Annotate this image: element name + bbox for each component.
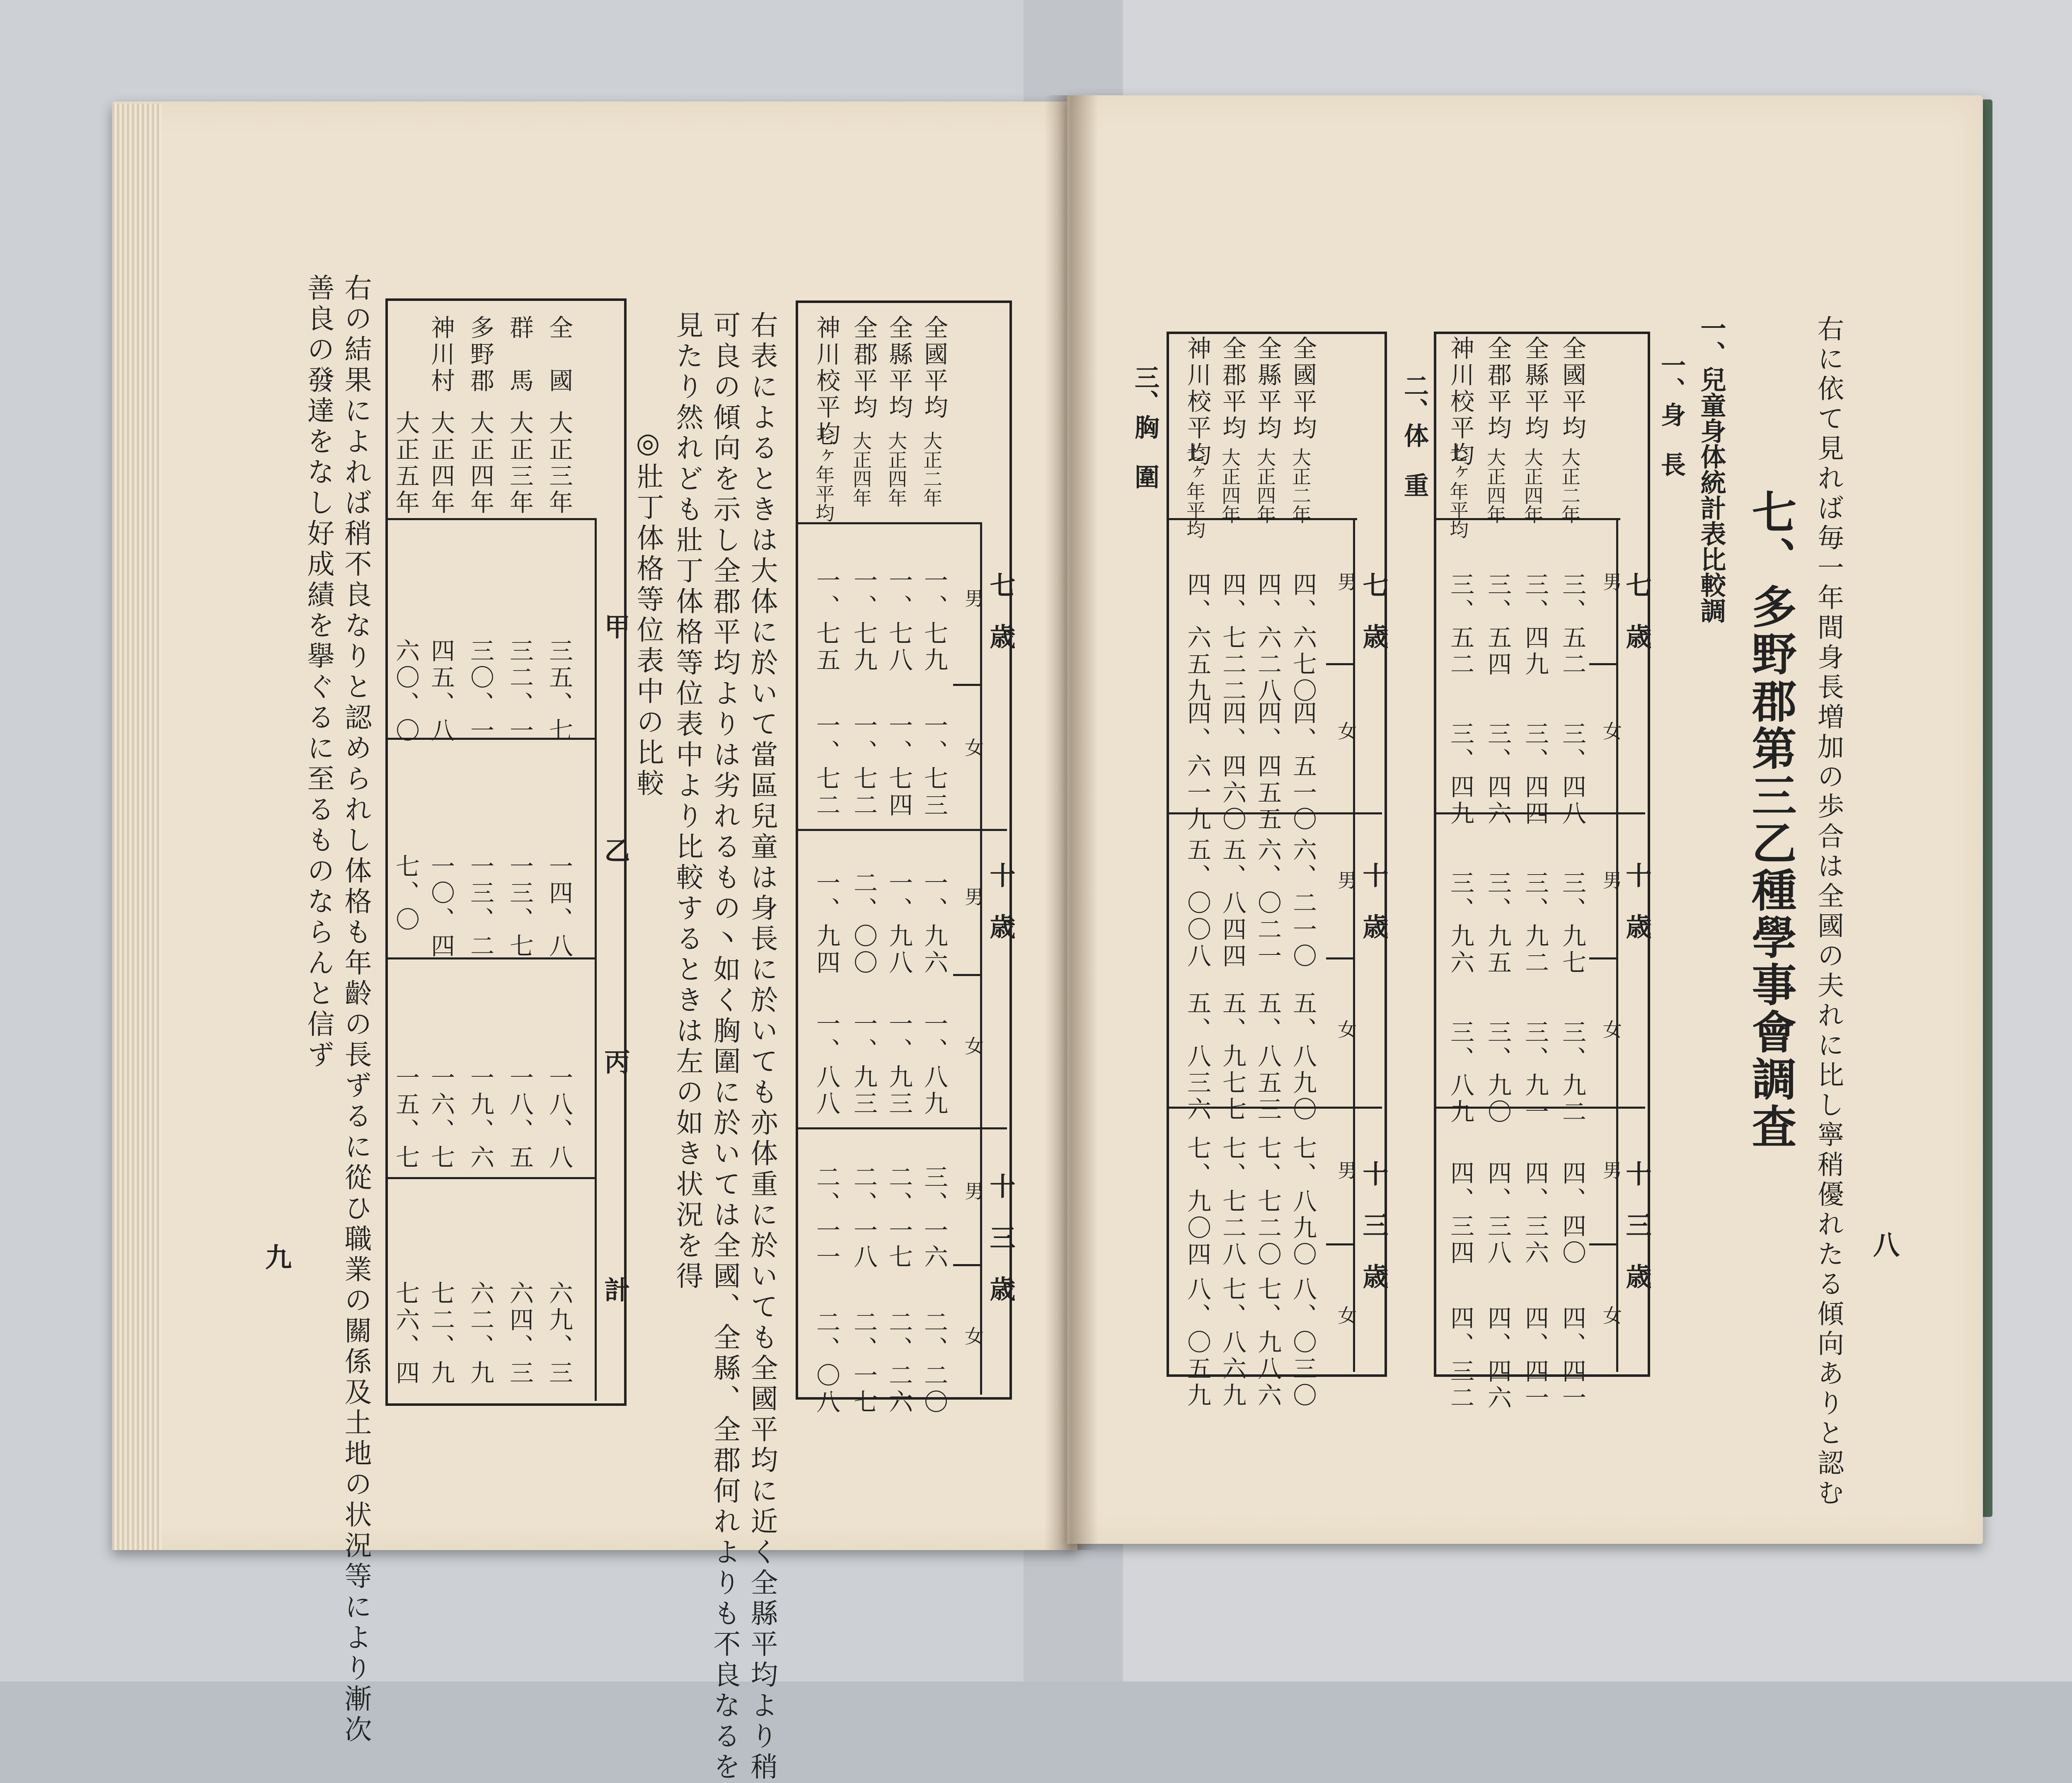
grade-row-note: 大正四年 bbox=[466, 410, 494, 516]
sex-female: 女 bbox=[1335, 721, 1357, 740]
grade-row-note: 大正五年 bbox=[392, 410, 420, 516]
chest-value: 一、七九 bbox=[920, 568, 948, 674]
grade-value: 七二、九 bbox=[427, 1281, 455, 1387]
row-note: 大正二年 bbox=[1289, 448, 1312, 524]
table-rule bbox=[953, 1264, 982, 1266]
row-label: 全國平均 bbox=[920, 315, 948, 421]
height-value: 三、九二 bbox=[1558, 1020, 1586, 1126]
table-rule bbox=[1326, 1243, 1355, 1245]
grade-value: 三〇、一 bbox=[466, 638, 494, 744]
row-note: 大正四年 bbox=[1484, 448, 1506, 524]
chest-value: 二、一七 bbox=[850, 1310, 878, 1416]
sex-male: 男 bbox=[1600, 572, 1622, 591]
height-value: 三、九一 bbox=[1521, 1020, 1549, 1126]
weight-value: 四、七二二 bbox=[1218, 572, 1247, 705]
weight-value: 七、九〇四 bbox=[1183, 1136, 1211, 1268]
row-label: 全縣平均 bbox=[1521, 336, 1549, 442]
height-value: 三、九〇 bbox=[1484, 1020, 1512, 1126]
chest-value: 一、九三 bbox=[885, 1011, 913, 1117]
sex-male: 男 bbox=[962, 589, 984, 608]
subsection-body-stats: 一、兒童身体統計表比較調 bbox=[1696, 315, 1726, 623]
grade-value: 一六、七 bbox=[427, 1065, 455, 1171]
height-value: 三、九六 bbox=[1446, 870, 1474, 976]
height-value: 四、四六 bbox=[1484, 1306, 1512, 1412]
chest-value: 一、七二 bbox=[812, 713, 840, 819]
chest-value: 一、八九 bbox=[920, 1011, 948, 1117]
chest-value: 三、一六 bbox=[920, 1165, 948, 1271]
grade-value: 一四、八 bbox=[545, 854, 573, 960]
sex-male: 男 bbox=[962, 1181, 984, 1200]
sex-male: 男 bbox=[1600, 1160, 1622, 1180]
weight-value: 七、九八六 bbox=[1254, 1277, 1282, 1409]
paragraph-line: 右の結果によれば稍不良なりと認められし体格も年齡の長ずるに從ひ職業の關係及土地の状況等により漸次 bbox=[340, 274, 372, 1746]
sex-female: 女 bbox=[1335, 1020, 1357, 1039]
grade-value: 六九、三 bbox=[545, 1281, 573, 1387]
book-spine bbox=[1044, 95, 1098, 1550]
grade-row-note: 大正三年 bbox=[545, 410, 573, 516]
grade-value: 一三、二 bbox=[466, 854, 494, 960]
table-rule bbox=[1589, 1243, 1618, 1245]
weight-value: 八、〇三〇 bbox=[1289, 1277, 1317, 1409]
height-value: 四、三六 bbox=[1521, 1160, 1549, 1267]
row-note: 大正二年 bbox=[920, 431, 943, 507]
grade-header-kou: 甲 bbox=[600, 613, 630, 639]
weight-value: 五、〇〇八 bbox=[1183, 837, 1211, 970]
height-value: 三、九五 bbox=[1484, 870, 1512, 976]
grade-value: 一五、七 bbox=[392, 1065, 420, 1171]
grade-value: 一九、六 bbox=[466, 1065, 494, 1171]
table-rule bbox=[1326, 957, 1355, 959]
grade-value: 一〇、四 bbox=[427, 854, 455, 960]
grade-header-otsu: 乙 bbox=[600, 837, 630, 863]
chest-value: 一、八八 bbox=[812, 1011, 840, 1117]
grade-value: 七、〇 bbox=[392, 854, 420, 933]
weight-value: 五、八五三 bbox=[1254, 991, 1282, 1123]
weight-value: 四、五一〇 bbox=[1289, 700, 1317, 833]
age-header-10: 十 歳 bbox=[1622, 862, 1652, 939]
table-rule bbox=[385, 518, 597, 520]
grade-value: 一八、五 bbox=[506, 1065, 534, 1171]
table-rule bbox=[1589, 957, 1618, 959]
height-value: 三、四八 bbox=[1558, 721, 1586, 827]
row-note: 大正四年 bbox=[850, 431, 872, 507]
height-value: 三、四六 bbox=[1484, 721, 1512, 827]
grade-value: 三五、七 bbox=[545, 638, 573, 744]
weight-value: 四、六一九 bbox=[1183, 700, 1211, 833]
page-number-left: 九 bbox=[261, 1243, 292, 1270]
grade-header-total: 計 bbox=[600, 1277, 630, 1302]
sex-male: 男 bbox=[1335, 572, 1357, 591]
grade-row-note: 大正三年 bbox=[506, 410, 534, 516]
height-value: 三、五二 bbox=[1446, 572, 1474, 678]
sex-female: 女 bbox=[962, 738, 984, 757]
height-value: 四、三八 bbox=[1484, 1160, 1512, 1267]
sex-male: 男 bbox=[1600, 870, 1622, 889]
grade-value: 六四、三 bbox=[506, 1281, 534, 1387]
height-value: 四、三四 bbox=[1446, 1160, 1474, 1267]
age-header-13: 十 三 歳 bbox=[985, 1173, 1016, 1301]
paragraph-line: 右表によるときは大体に於いて當區兒童は身長に於いても亦体重に於いても全國平均に近く全縣平均より稍 bbox=[746, 311, 778, 1783]
page-number-right: 八 bbox=[1869, 1231, 1900, 1257]
age-header-10: 十 歳 bbox=[985, 862, 1016, 939]
weight-value: 五、八九〇 bbox=[1289, 991, 1317, 1123]
weight-value: 四、六五九 bbox=[1183, 572, 1211, 705]
right-intro-text: 右に依て見れば毎一年間身長増加の歩合は全國の夫れに比し寧稍優れたる傾向ありと認む bbox=[1813, 315, 1844, 1509]
table-rule bbox=[953, 974, 982, 976]
age-header-7: 七 歳 bbox=[985, 572, 1016, 649]
chest-value: 一、七四 bbox=[885, 713, 913, 819]
row-label: 神川校平均 bbox=[1183, 336, 1211, 468]
height-value: 三、八九 bbox=[1446, 1020, 1474, 1126]
chest-value: 一、七九 bbox=[850, 568, 878, 674]
grade-row-label: 群 馬 bbox=[506, 315, 534, 395]
table-rule bbox=[385, 1177, 597, 1179]
chest-value: 一、七五 bbox=[812, 568, 840, 674]
subheading-grade-comparison: ◎壯丁体格等位表中の比較 bbox=[632, 427, 664, 799]
page-block-edge bbox=[112, 104, 162, 1550]
row-label: 神川校平均 bbox=[812, 315, 840, 448]
chest-value: 一、七二 bbox=[850, 713, 878, 819]
table-rule bbox=[595, 518, 597, 1401]
sex-female: 女 bbox=[1600, 1306, 1622, 1325]
chest-value: 二、二六 bbox=[885, 1310, 913, 1416]
weight-value: 七、八九〇 bbox=[1289, 1136, 1317, 1268]
table-rule bbox=[953, 684, 982, 686]
chest-value: 一、九三 bbox=[850, 1011, 878, 1117]
height-value: 四、四一 bbox=[1558, 1306, 1586, 1412]
weight-value: 五、八四四 bbox=[1218, 837, 1247, 970]
height-value: 三、四九 bbox=[1446, 721, 1474, 827]
grade-row-label: 多野郡 bbox=[466, 315, 494, 395]
chest-value: 一、七八 bbox=[885, 568, 913, 674]
table-rule bbox=[1589, 663, 1618, 665]
height-value: 四、三二 bbox=[1446, 1306, 1474, 1412]
sex-female: 女 bbox=[1335, 1306, 1357, 1325]
height-value: 三、九七 bbox=[1558, 870, 1586, 976]
paragraph-line: 可良の傾向を示し全郡平均よりは劣れるもの丶如く胸圍に於いては全國、全縣、全郡何れよりも不良なるを bbox=[709, 311, 741, 1783]
weight-value: 六、二一〇 bbox=[1289, 837, 1317, 970]
height-value: 三、五二 bbox=[1558, 572, 1586, 678]
section-title: 七、多野郡第三乙種學事會調査 bbox=[1744, 489, 1796, 1151]
row-note: 大正四年 bbox=[1521, 448, 1544, 524]
weight-value: 四、六二八 bbox=[1254, 572, 1282, 705]
chest-value: 二、〇八 bbox=[812, 1310, 840, 1416]
height-value: 三、四四 bbox=[1521, 721, 1549, 827]
row-note: 大正四年 bbox=[1254, 448, 1276, 524]
sex-female: 女 bbox=[1600, 721, 1622, 740]
row-label: 神川校平均 bbox=[1446, 336, 1474, 468]
sex-female: 女 bbox=[1600, 1020, 1622, 1039]
height-value: 三、九二 bbox=[1521, 870, 1549, 976]
weight-value: 八、〇五九 bbox=[1183, 1277, 1211, 1409]
grade-header-hei: 丙 bbox=[600, 1049, 630, 1074]
grade-value: 三二、一 bbox=[506, 638, 534, 744]
chest-value: 二、〇〇 bbox=[850, 870, 878, 976]
chest-value: 二、二〇 bbox=[920, 1310, 948, 1416]
heading-chest: 三、胸 圍 bbox=[1130, 365, 1159, 489]
weight-value: 四、四五五 bbox=[1254, 700, 1282, 833]
grade-row-label: 全 國 bbox=[545, 315, 573, 395]
row-label: 全郡平均 bbox=[1218, 336, 1247, 442]
chest-value: 一、七三 bbox=[920, 713, 948, 819]
row-note: 七ヶ年平均 bbox=[1447, 443, 1469, 539]
weight-value: 七、七二〇 bbox=[1254, 1136, 1282, 1268]
table-rule bbox=[796, 1127, 1007, 1129]
row-note: 大正四年 bbox=[885, 431, 908, 507]
grade-value: 七六、四 bbox=[392, 1281, 420, 1387]
table-rule bbox=[1326, 663, 1355, 665]
heading-weight: 二、体 重 bbox=[1400, 373, 1429, 497]
row-label: 全郡平均 bbox=[1484, 336, 1512, 442]
grade-value: 一三、七 bbox=[506, 854, 534, 960]
row-label: 全國平均 bbox=[1289, 336, 1317, 442]
age-header-7: 七 歳 bbox=[1358, 572, 1389, 649]
age-header-10: 十 歳 bbox=[1358, 862, 1389, 939]
chest-value: 一、九八 bbox=[885, 870, 913, 976]
weight-value: 七、八六九 bbox=[1218, 1277, 1247, 1409]
sex-female: 女 bbox=[962, 1326, 984, 1345]
grade-value: 一八、八 bbox=[545, 1065, 573, 1171]
grade-row-note: 大正四年 bbox=[427, 410, 455, 516]
height-value: 四、四〇 bbox=[1558, 1160, 1586, 1267]
table-rule bbox=[796, 522, 982, 524]
sex-male: 男 bbox=[1335, 1160, 1357, 1180]
weight-value: 六、〇二一 bbox=[1254, 837, 1282, 970]
paragraph-line: 善良の發達をなし好成績を擧ぐるに至るものならんと信ず bbox=[303, 274, 334, 1071]
row-label: 全縣平均 bbox=[1254, 336, 1282, 442]
weight-value: 五、九七七 bbox=[1218, 991, 1247, 1123]
age-header-7: 七 歳 bbox=[1622, 572, 1652, 649]
chest-value: 二、一八 bbox=[850, 1165, 878, 1271]
height-value: 三、四九 bbox=[1521, 572, 1549, 678]
table-rule bbox=[796, 829, 1007, 831]
weight-value: 四、六七〇 bbox=[1289, 572, 1317, 705]
heading-height: 一、身 長 bbox=[1657, 352, 1686, 477]
chest-value: 二、一一 bbox=[812, 1165, 840, 1271]
weight-value: 五、八三六 bbox=[1183, 991, 1211, 1123]
row-label: 全縣平均 bbox=[885, 315, 913, 421]
paragraph-line: 見たり然れども壯丁体格等位表中より比較するときは左の如き状況を得 bbox=[671, 311, 703, 1292]
chest-value: 一、九六 bbox=[920, 870, 948, 976]
row-note: 大正二年 bbox=[1559, 448, 1581, 524]
grade-row-label: 神川村 bbox=[427, 315, 455, 395]
weight-value: 四、四六〇 bbox=[1218, 700, 1247, 833]
row-note: 七ヶ年平均 bbox=[1184, 443, 1206, 539]
age-header-13: 十 三 歳 bbox=[1358, 1160, 1389, 1289]
row-label: 全郡平均 bbox=[850, 315, 878, 421]
age-header-13: 十 三 歳 bbox=[1622, 1160, 1652, 1289]
chest-value: 二、一七 bbox=[885, 1165, 913, 1271]
grade-value: 六〇、〇 bbox=[392, 638, 420, 744]
weight-value: 七、七二八 bbox=[1218, 1136, 1247, 1268]
row-label: 全國平均 bbox=[1558, 336, 1586, 442]
grade-value: 四五、八 bbox=[427, 638, 455, 744]
height-value: 四、四一 bbox=[1521, 1306, 1549, 1412]
sex-male: 男 bbox=[962, 887, 984, 906]
chest-value: 一、九四 bbox=[812, 870, 840, 976]
height-value: 三、五四 bbox=[1484, 572, 1512, 678]
sex-male: 男 bbox=[1335, 870, 1357, 889]
row-note: 大正四年 bbox=[1219, 448, 1241, 524]
grade-value: 六二、九 bbox=[466, 1281, 494, 1387]
row-note: 七ヶ年平均 bbox=[813, 427, 835, 522]
sex-female: 女 bbox=[962, 1036, 984, 1055]
